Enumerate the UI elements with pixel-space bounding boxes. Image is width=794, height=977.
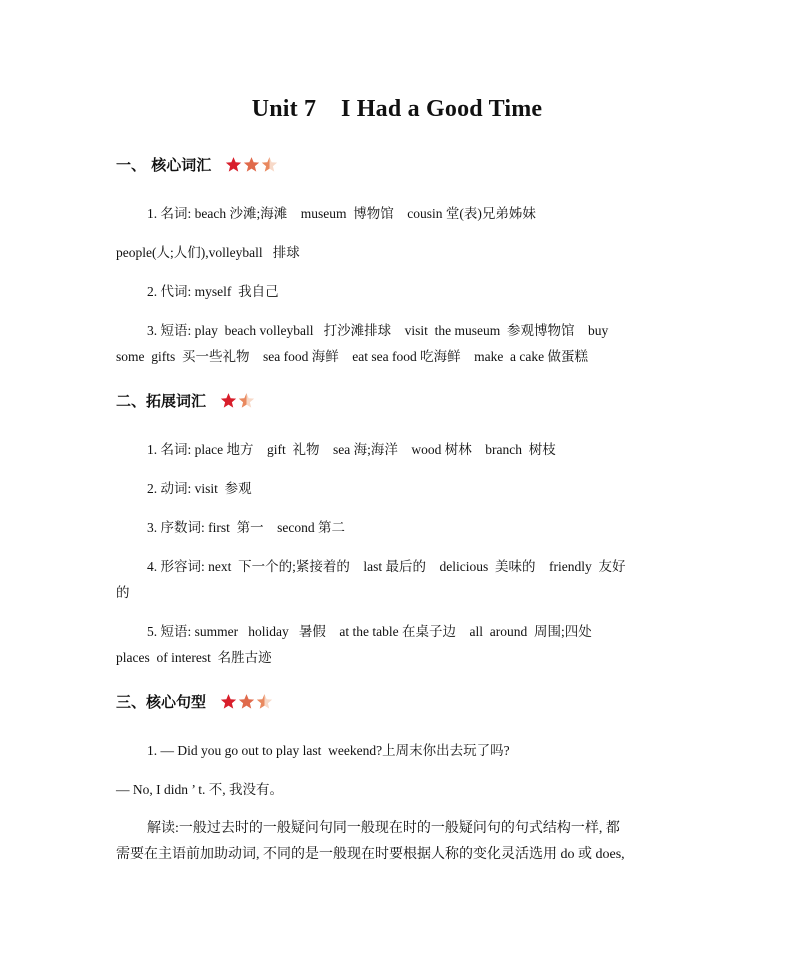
vocab-line: 3. 序数词: first 第一 second 第二 — [147, 520, 345, 535]
section-heading-core-vocabulary — [116, 154, 278, 175]
star-partial-icon — [261, 156, 278, 173]
vocab-line: 1. 名词: beach 沙滩;海滩 museum 博物馆 cousin 堂(表)兄弟姊妹 — [147, 206, 536, 221]
vocab-line: 3. 短语: play beach volleyball 打沙滩排球 visit the museum 参观博物馆 buy — [147, 323, 609, 338]
star-full-icon — [220, 392, 237, 409]
page-title: Unit 7 I Had a Good Time — [251, 96, 543, 122]
vocab-line: people(人;人们),volleyball 排球 — [116, 245, 300, 260]
difficulty-stars — [220, 693, 273, 710]
vocab-line: places of interest 名胜古迹 — [116, 650, 272, 665]
explanation-line: 解读:一般过去时的一般疑问句同一般现在时的一般疑问句的句式结构一样, 都 — [147, 821, 620, 836]
vocab-line: 1. 名词: place 地方 gift 礼物 sea 海;海洋 wood 树林 branch 树枝 — [147, 442, 556, 457]
star-full-icon — [225, 156, 242, 173]
difficulty-stars — [220, 392, 255, 409]
explanation-line: 需要在主语前加助动词, 不同的是一般现在时要根据人称的变化灵活选用 do 或 does, — [116, 847, 625, 862]
sentence-line: — No, I didn ’ t. 不, 我没有。 — [116, 782, 283, 797]
vocab-line: 2. 代词: myself 我自己 — [147, 284, 279, 299]
section-heading-text: 一、 核心词汇 — [116, 156, 212, 174]
star-partial-icon — [256, 693, 273, 710]
vocab-line: 2. 动词: visit 参观 — [147, 481, 252, 496]
star-partial-icon — [238, 392, 255, 409]
star-full-icon — [220, 693, 237, 710]
vocab-line: some gifts 买一些礼物 sea food 海鲜 eat sea food 吃海鲜 make a cake 做蛋糕 — [116, 349, 589, 364]
section-heading-text: 三、核心句型 — [116, 693, 207, 711]
sentence-line: 1. — Did you go out to play last weekend?上周末你出去玩了吗? — [147, 743, 510, 758]
vocab-line: 4. 形容词: next 下一个的;紧接着的 last 最后的 delicious 美味的 friendly 友好 — [147, 559, 626, 574]
section-heading-extended-vocabulary — [116, 390, 255, 411]
section-heading-core-sentences — [116, 691, 273, 712]
difficulty-stars — [225, 156, 278, 173]
star-full-icon — [243, 156, 260, 173]
section-heading-text: 二、拓展词汇 — [116, 392, 207, 410]
vocab-line: 5. 短语: summer holiday 暑假 at the table 在桌子边 all around 周围;四处 — [147, 624, 592, 639]
vocab-line: 的 — [116, 585, 130, 600]
star-full-icon — [238, 693, 255, 710]
